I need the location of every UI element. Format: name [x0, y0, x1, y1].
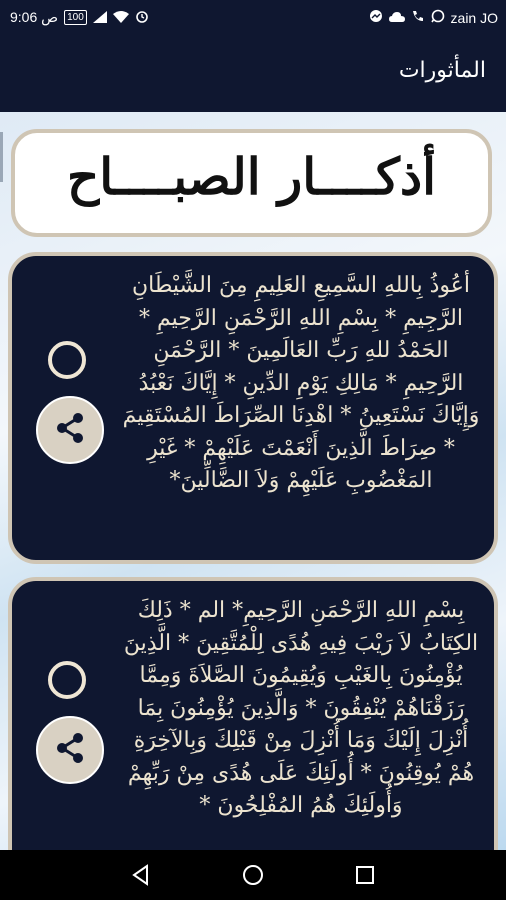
battery-icon: 100	[64, 10, 87, 25]
status-bar	[0, 0, 506, 34]
app-bar	[0, 34, 506, 112]
recents-icon[interactable]	[353, 863, 377, 887]
carrier-label: zain JO	[450, 9, 498, 26]
clock: 9:06 ص	[10, 9, 59, 25]
messenger-icon	[369, 9, 383, 26]
cloud-icon	[389, 10, 405, 26]
wifi-icon	[113, 10, 129, 26]
share-icon	[52, 410, 88, 450]
whatsapp-icon	[431, 9, 445, 26]
signal-icon	[93, 10, 107, 26]
scrollbar[interactable]	[0, 132, 3, 182]
header-card	[11, 129, 492, 237]
share-icon	[52, 730, 88, 770]
zikr-card	[8, 577, 498, 850]
select-radio[interactable]	[48, 661, 86, 699]
zikr-card	[8, 252, 498, 564]
home-icon[interactable]	[241, 863, 265, 887]
call-icon	[411, 9, 425, 26]
navigation-bar	[0, 850, 506, 900]
share-button[interactable]	[36, 396, 104, 464]
status-right	[369, 9, 498, 26]
alarm-icon	[135, 9, 149, 26]
select-radio[interactable]	[48, 341, 86, 379]
share-button[interactable]	[36, 716, 104, 784]
content-scroll[interactable]	[0, 112, 506, 850]
zikr-text: بِسْمِ اللهِ الرَّحْمَنِ الرَّحِيمِ* الم * ذَلِكَ الكِتَابُ لاَ رَيْبَ فِيهِ هُدًى لِلْمُتَّقِينَ * الَّذِينَ يُؤْمِنُونَ بِالغَيْبِ وَيُقِيمُونَ الصَّلاَةَ وَمِمَّا رَزَقْنَاهُمْ يُنْفِقُونَ * وَالَّذِينَ يُؤْمِنُونَ بِمَا أُنْزِلَ إِلَيْكَ وَمَا أُنْزِلَ مِنْ قَبْلِكَ وَبِالآخِرَةِ هُمْ يُوقِنُونَ * أُولَئِكَ عَلَى هُدًى مِنْ رَبِّهِمْ وَأُولَئِكَ هُمُ المُفْلِحُونَ *	[123, 598, 479, 818]
back-icon[interactable]	[129, 863, 153, 887]
section-title: أذكــــار الصبــــاح	[66, 147, 437, 206]
status-left	[10, 9, 149, 26]
page-title: المأثورات	[398, 58, 486, 83]
zikr-text: أعُوذُ بِاللهِ السَّمِيعِ العَلِيمِ مِنَ الشَّيْطَانِ الرَّجِيمِ * بِسْمِ اللهِ الرَّحْمَنِ الرَّحِيمِ * الحَمْدُ للهِ رَبِّ العَالَمِينَ * الرَّحْمَنِ الرَّحِيمِ * مَالِكِ يَوْمِ الدِّينِ * إِيَّاكَ نَعْبُدُ وَإِيَّاكَ نَسْتَعِينُ * اهْدِنَا الصِّرَاطَ المُسْتَقِيمَ * صِرَاطَ الَّذِينَ أَنْعَمْتَ عَلَيْهِمْ * غَيْرِ المَغْضُوبِ عَلَيْهِمْ وَلاَ الضَّالِّينَ*	[122, 273, 480, 493]
